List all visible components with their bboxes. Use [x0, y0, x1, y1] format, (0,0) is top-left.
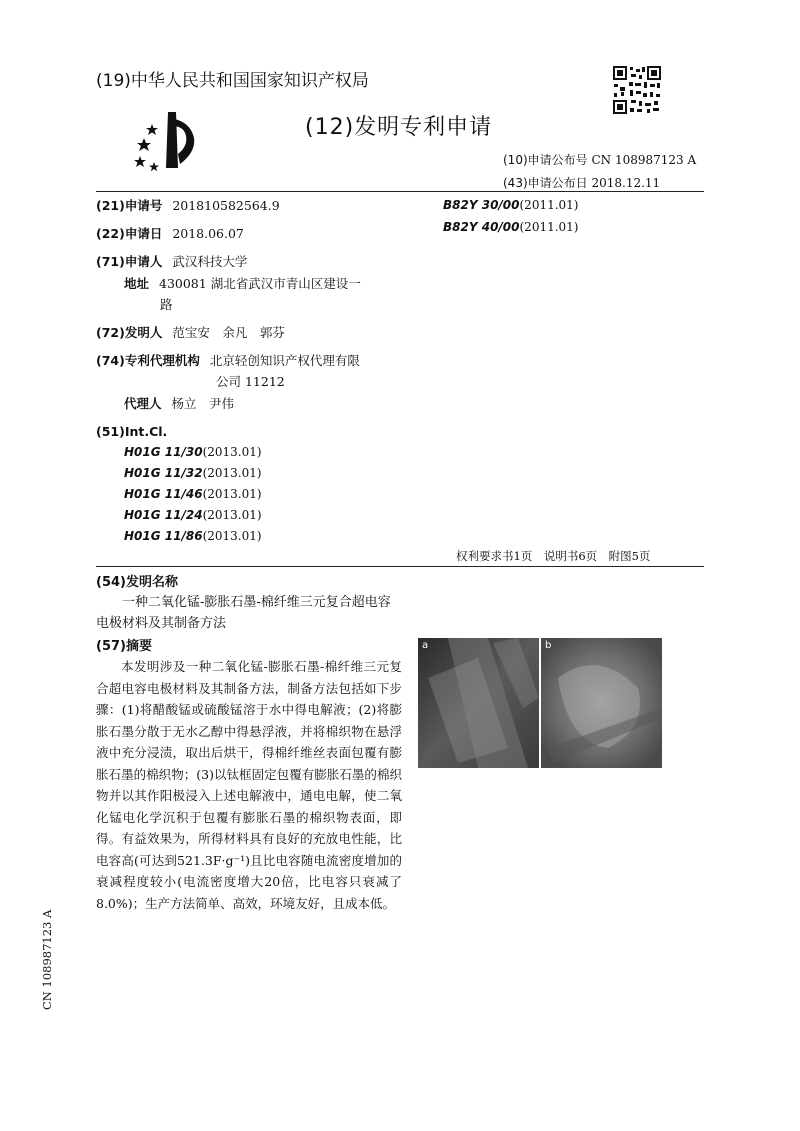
- document-type-title: (12)发明专利申请: [305, 115, 493, 140]
- application-date-field: [96, 223, 244, 245]
- agents: 杨立 尹伟: [171, 396, 235, 411]
- biblio-divider: [96, 566, 704, 567]
- abstract-label: (57)摘要: [96, 639, 152, 654]
- intcl-code: H01G 11/32: [124, 466, 203, 480]
- agent-label: 代理人: [124, 396, 162, 411]
- applicant: 武汉科技大学: [172, 254, 248, 269]
- cnipa-logo-icon: [132, 108, 212, 180]
- agency-field: [96, 350, 360, 372]
- publication-date-label: (43)申请公布日: [503, 176, 588, 190]
- intcl-label: (51)Int.Cl.: [96, 424, 168, 439]
- sem-image: [418, 638, 662, 768]
- intcl-code: H01G 11/46: [124, 487, 203, 501]
- intcl-version: (2013.01): [202, 529, 262, 543]
- application-date: 2018.06.07: [172, 226, 244, 241]
- intcl-item: [124, 466, 262, 480]
- intcl-version: (2011.01): [519, 220, 579, 234]
- address-field: [124, 273, 361, 295]
- intcl-code: B82Y 30/00: [443, 198, 520, 212]
- application-number-field: [96, 195, 280, 217]
- invention-title-label: (54)发明名称: [96, 575, 178, 590]
- abstract-figure: [418, 638, 662, 768]
- agent-field: [124, 393, 234, 415]
- figure-label-b: b: [545, 640, 552, 651]
- intcl-version: (2013.01): [202, 445, 262, 459]
- publication-date: 2018.12.11: [591, 176, 661, 190]
- publication-number-row: [503, 151, 696, 168]
- applicant-field: [96, 251, 247, 273]
- figure-label-a: a: [422, 640, 429, 651]
- intcl-version: (2013.01): [202, 508, 262, 522]
- application-date-label: (22)申请日: [96, 226, 163, 241]
- applicant-label: (71)申请人: [96, 254, 163, 269]
- intcl-item-right: [443, 220, 579, 234]
- address-line-1: 430081 湖北省武汉市青山区建设一: [159, 276, 361, 291]
- intcl-version: (2013.01): [202, 466, 262, 480]
- intcl-code: H01G 11/86: [124, 529, 203, 543]
- intcl-code: H01G 11/24: [124, 508, 203, 522]
- intcl-item: [124, 445, 262, 459]
- agency-label: (74)专利代理机构: [96, 353, 200, 368]
- inventors-label: (72)发明人: [96, 325, 163, 340]
- intcl-item: [124, 508, 262, 522]
- application-number: 201810582564.9: [172, 198, 280, 213]
- address-label: 地址: [124, 276, 150, 291]
- publication-number: CN 108987123 A: [591, 153, 697, 167]
- intcl-code: B82Y 40/00: [443, 220, 520, 234]
- agency-line-1: 北京轻创知识产权代理有限: [209, 353, 360, 368]
- intcl-version: (2013.01): [202, 487, 262, 501]
- qr-code-icon: [612, 65, 662, 115]
- inventors: 范宝安 余凡 郭芬: [172, 325, 285, 340]
- header-divider: [96, 191, 704, 192]
- inventors-field: [96, 322, 285, 344]
- intcl-item: [124, 529, 262, 543]
- intcl-item-right: [443, 198, 579, 212]
- page-counts: 权利要求书1页 说明书6页 附图5页: [456, 549, 651, 563]
- abstract-text: 本发明涉及一种二氧化锰-膨胀石墨-棉纤维三元复合超电容电极材料及其制备方法，制备方法包括如下步骤：(1)将醋酸锰或硫酸锰溶于水中得电解液；(2)将膨胀石墨分散于无水乙醇中得悬浮液，并将棉织物在悬浮液中充分浸渍，取出后烘干，得棉纤维丝表面包覆有膨胀石墨的棉织物；(3)以钛框固定包覆有膨胀石墨的棉织物并以其作阳极浸入上述电解液中，通电电解，使二氧化锰电化学沉积于包覆有膨胀石墨的棉织物表面，即得。有益效果为，所得材料具有良好的充放电性能，比电容高(可达到521.3F·g⁻¹)且比电容随电流密度增加的衰减程度较小(电流密度增大20倍，比电容只衰减了8.0%)；生产方法简单、高效，环境友好，且成本低。: [96, 659, 402, 911]
- side-publication-code: CN 108987123 A: [40, 909, 54, 1010]
- intcl-code: H01G 11/30: [124, 445, 203, 459]
- intcl-version: (2011.01): [519, 198, 579, 212]
- application-number-label: (21)申请号: [96, 198, 163, 213]
- address-line-2: 路: [160, 297, 173, 312]
- invention-title: 一种二氧化锰-膨胀石墨-棉纤维三元复合超电容电极材料及其制备方法: [96, 595, 391, 631]
- publication-date-row: [503, 174, 660, 191]
- agency-line-2: 公司 11212: [216, 374, 285, 389]
- publication-number-label: (10)申请公布号: [503, 153, 588, 167]
- office-name: (19)中华人民共和国国家知识产权局: [96, 71, 369, 91]
- intcl-item: [124, 487, 262, 501]
